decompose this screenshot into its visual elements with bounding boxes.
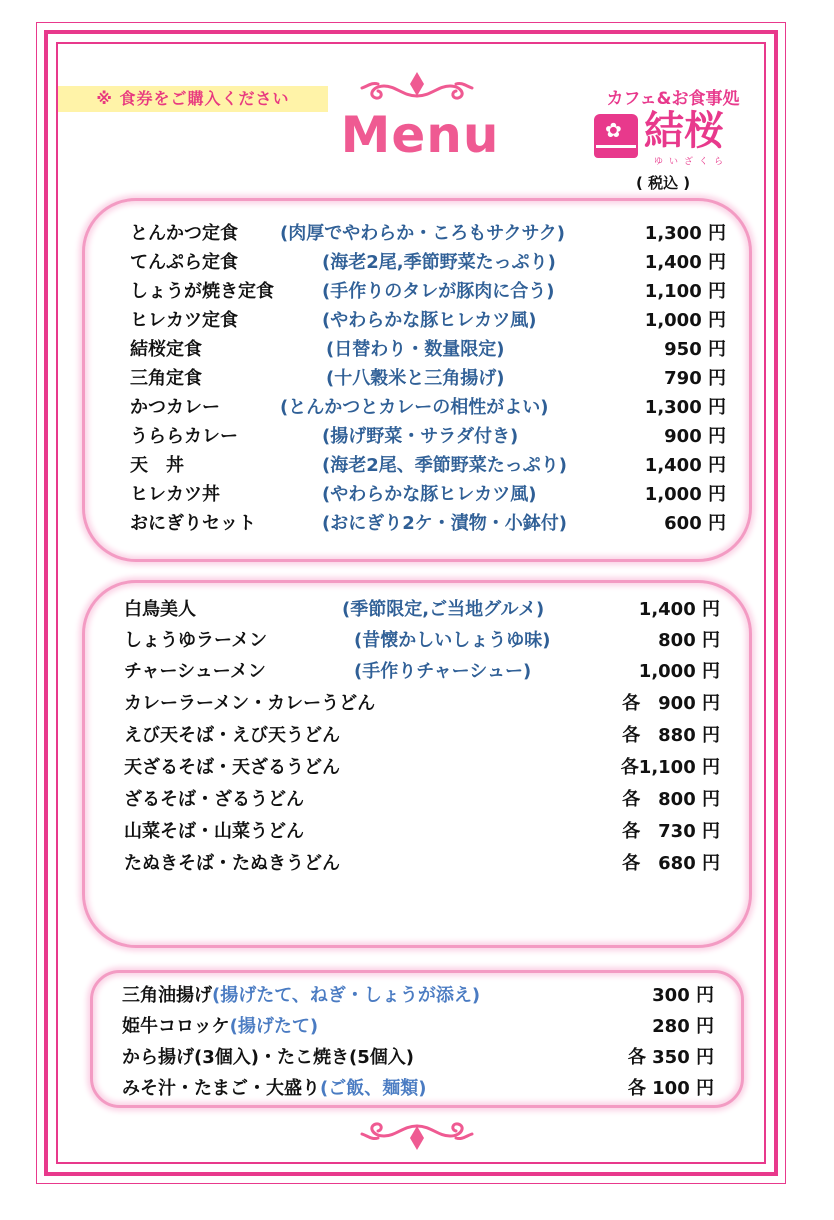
item-price: 300 円 <box>652 985 714 1006</box>
menu-row <box>130 365 726 393</box>
item-price: 各 730 円 <box>622 821 720 842</box>
item-desc: (海老2尾,季節野菜たっぷり) <box>322 252 556 273</box>
item-price: 280 円 <box>652 1016 714 1037</box>
item-desc: (手作りチャーシュー) <box>354 661 532 682</box>
menu-row <box>130 220 726 248</box>
menu-row <box>130 423 726 451</box>
menu-row <box>124 596 720 624</box>
item-price: 各 900 円 <box>622 693 720 714</box>
item-name: 姫牛コロッケ <box>122 1016 230 1037</box>
item-price: 各 800 円 <box>622 789 720 810</box>
menu-row <box>124 818 720 846</box>
item-desc: (海老2尾、季節野菜たっぷり) <box>322 455 567 476</box>
menu-row <box>130 278 726 306</box>
item-name: みそ汁・たまご・大盛り <box>122 1078 320 1099</box>
menu-title: Menu <box>340 106 500 164</box>
item-name: 天 丼 <box>130 455 184 476</box>
item-price: 1,000 円 <box>644 310 726 331</box>
item-price: 1,300 円 <box>644 397 726 418</box>
item-desc: (昔懐かしいしょうゆ味) <box>354 630 551 651</box>
item-desc: (揚げたて) <box>229 1016 319 1037</box>
menu-row <box>124 658 720 686</box>
item-name: 三角油揚げ <box>122 985 212 1006</box>
item-name: 山菜そば・山菜うどん <box>124 821 304 842</box>
item-price: 1,100 円 <box>644 281 726 302</box>
item-desc: (揚げたて、ねぎ・しょうが添え) <box>212 985 481 1006</box>
item-price: 各 880 円 <box>622 725 720 746</box>
item-name: しょうが焼き定食 <box>130 281 274 302</box>
shop-subtitle: カフェ&お食事処 <box>606 89 740 109</box>
item-name: 結桜定食 <box>130 339 202 360</box>
item-name: たぬきそば・たぬきうどん <box>124 853 340 874</box>
menu-row <box>130 452 726 480</box>
ticket-notice: ※ 食券をご購入ください <box>58 86 328 112</box>
item-name: カレーラーメン・カレーうどん <box>124 693 376 714</box>
item-price: 各 680 円 <box>622 853 720 874</box>
item-name: 天ざるそば・天ざるうどん <box>124 757 340 778</box>
item-desc: (やわらかな豚ヒレカツ風) <box>322 484 537 505</box>
menu-row <box>122 1044 714 1072</box>
item-name: 三角定食 <box>130 368 202 389</box>
menu-row <box>124 850 720 878</box>
item-desc: (手作りのタレが豚肉に合う) <box>322 281 555 302</box>
shop-logo <box>594 108 744 167</box>
item-desc: (ご飯、麺類) <box>320 1078 427 1099</box>
item-desc: (肉厚でやわらか・ころもサクサク) <box>280 223 566 244</box>
item-name: てんぷら定食 <box>130 252 238 273</box>
item-name: えび天そば・えび天うどん <box>124 725 340 746</box>
item-name: ざるそば・ざるうどん <box>124 789 304 810</box>
item-price: 800 円 <box>658 630 720 651</box>
item-price: 1,300 円 <box>644 223 726 244</box>
item-desc: (日替わり・数量限定) <box>326 339 505 360</box>
item-price: 790 円 <box>664 368 726 389</box>
bottom-ornament-icon <box>358 1118 476 1156</box>
item-price: 1,000 円 <box>644 484 726 505</box>
menu-row <box>122 1075 714 1103</box>
item-name: しょうゆラーメン <box>124 630 268 651</box>
item-price: 1,400 円 <box>638 599 720 620</box>
item-price: 1,400 円 <box>644 455 726 476</box>
menu-row <box>122 982 714 1010</box>
item-price: 1,400 円 <box>644 252 726 273</box>
menu-row <box>130 249 726 277</box>
item-name: ヒレカツ丼 <box>130 484 220 505</box>
tax-note: ( 税込 ) <box>636 174 691 192</box>
item-price: 1,000 円 <box>638 661 720 682</box>
shop-name: 結桜 <box>644 108 724 154</box>
menu-row <box>124 722 720 750</box>
item-desc: (季節限定,ご当地グルメ) <box>342 599 545 620</box>
item-price: 900 円 <box>664 426 726 447</box>
item-name: から揚げ(3個入)・たこ焼き(5個入) <box>122 1047 414 1068</box>
item-desc: (やわらかな豚ヒレカツ風) <box>322 310 537 331</box>
item-price: 各 350 円 <box>627 1047 714 1068</box>
item-price: 600 円 <box>664 513 726 534</box>
menu-row <box>130 394 726 422</box>
item-desc: (とんかつとカレーの相性がよい) <box>280 397 549 418</box>
item-desc: (揚げ野菜・サラダ付き) <box>322 426 519 447</box>
item-desc: (おにぎり2ケ・漬物・小鉢付) <box>322 513 567 534</box>
menu-row <box>122 1013 714 1041</box>
item-price: 各 100 円 <box>627 1078 714 1099</box>
item-name: ヒレカツ定食 <box>130 310 238 331</box>
menu-row <box>124 690 720 718</box>
sakura-logo-icon: ✿ <box>594 114 638 158</box>
item-name: 白鳥美人 <box>124 599 196 620</box>
shop-name-kana: ゆいざくら <box>654 157 730 167</box>
menu-row <box>130 336 726 364</box>
menu-row <box>130 307 726 335</box>
item-price: 各1,100 円 <box>620 757 720 778</box>
item-desc: (十八穀米と三角揚げ) <box>326 368 505 389</box>
menu-row <box>124 786 720 814</box>
item-name: おにぎりセット <box>130 513 256 534</box>
menu-row <box>130 510 726 538</box>
item-name: チャーシューメン <box>124 661 266 682</box>
top-ornament-icon <box>358 66 476 104</box>
item-name: うららカレー <box>130 426 238 447</box>
item-price: 950 円 <box>664 339 726 360</box>
item-name: かつカレー <box>130 397 220 418</box>
menu-row <box>124 754 720 782</box>
menu-row <box>124 627 720 655</box>
item-name: とんかつ定食 <box>130 223 238 244</box>
menu-row <box>130 481 726 509</box>
